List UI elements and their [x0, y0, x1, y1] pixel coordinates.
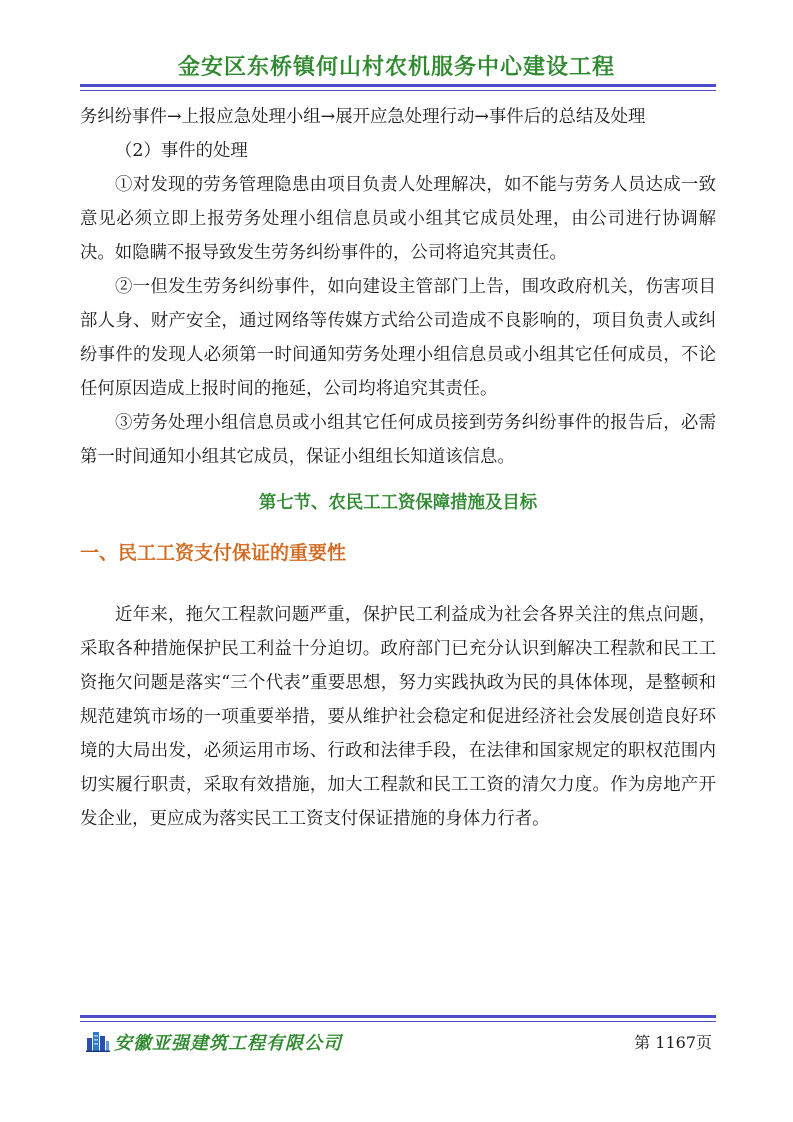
header-rule-thick	[80, 84, 716, 87]
heading-level-1: 一、民工工资支付保证的重要性	[80, 542, 347, 564]
page-footer	[80, 1028, 716, 1058]
subheading-event-handling: （2）事件的处理	[115, 141, 248, 161]
footer-rule-thin	[80, 1021, 716, 1022]
header-rule-thin	[80, 90, 716, 91]
footer-rule-thick	[80, 1015, 716, 1018]
paragraph-item-3: ③劳务处理小组信息员或小组其它任何成员接到劳务纠纷事件的报告后，必需第一时间通知小组其它成员，保证小组组长知道该信息。	[80, 413, 716, 467]
paragraph-item-1: ①对发现的劳务管理隐患由项目负责人处理解决，如不能与劳务人员达成一致意见必须立即上报劳务处理小组信息员或小组其它成员处理，由公司进行协调解决。如隐瞒不报导致发生劳务纠纷事件的，公司将追究其责任。	[80, 175, 716, 263]
section-title: 第七节、农民工工资保障措施及目标	[258, 493, 538, 513]
footer-page-number: 第 1167页	[634, 1033, 712, 1052]
building-logo-icon	[86, 1028, 110, 1052]
page-header-title: 金安区东桥镇何山村农机服务中心建设工程	[177, 55, 615, 80]
footer-company-name: 安徽亚强建筑工程有限公司	[114, 1033, 342, 1054]
paragraph-importance: 近年来，拖欠工程款问题严重，保护民工利益成为社会各界关注的焦点问题，采取各种措施保护民工利益十分迫切。政府部门已充分认识到解决工程款和民工工资拖欠问题是落实“三个代表”重要思想，努力实践执政为民的具体体现，是整顿和规范建筑市场的一项重要举措，要从维护社会稳定和促进经济社会发展创造良好环境的大局出发，必须运用市场、行政和法律手段，在法律和国家规定的职权范围内切实履行职责，采取有效措施，加大工程款和民工工资的清欠力度。作为房地产开发企业，更应成为落实民工工资支付保证措施的身体力行者。	[80, 605, 716, 829]
document-body	[80, 100, 716, 836]
paragraph-item-2: ②一但发生劳务纠纷事件，如向建设主管部门上告，围攻政府机关，伤害项目部人身、财产安全，通过网络等传媒方式给公司造成不良影响的，项目负责人或纠纷事件的发现人必须第一时间通知劳务处理小组信息员或小组其它任何成员，不论任何原因造成上报时间的拖延，公司均将追究其责任。	[80, 277, 716, 399]
paragraph-continuation: 务纠纷事件→上报应急处理小组→展开应急处理行动→事件后的总结及处理	[80, 107, 646, 127]
